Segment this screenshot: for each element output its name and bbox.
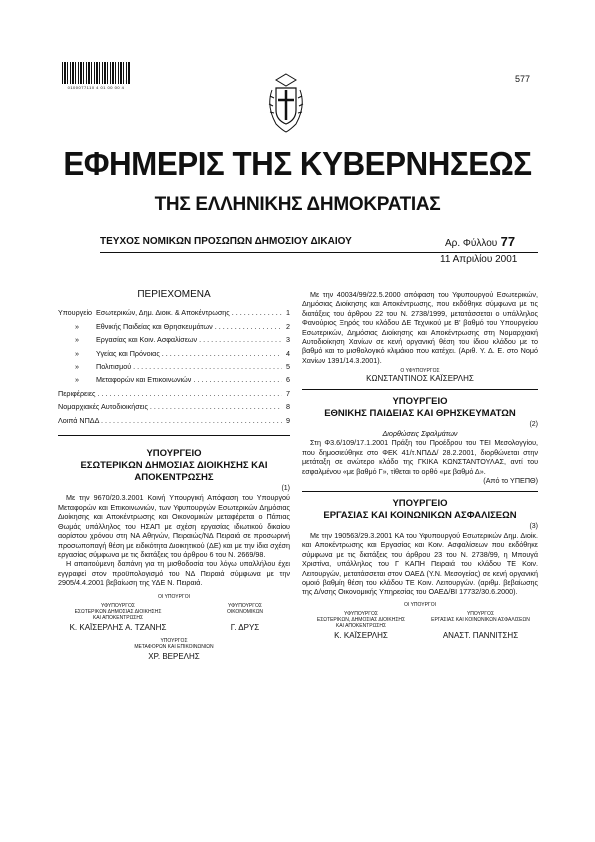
barcode	[62, 62, 130, 84]
toc-row[interactable]: » Υγείας και Πρόνοιας . . . 4	[58, 349, 290, 358]
decision-paragraph: Με την 190563/29.3.2001 ΚΑ του Υφυπουργού Εσωτερικών Δημ. Διοίκ. και Αποκέντρωσης και Εργασίας και Κοιν. Ασφαλίσεων που εκδόθηκε σύμφωνα με τις διατάξεις του άρθρου 23 του Ν. 2738/99, η Μπουγά Χριστίνα, υπάλληλος του Γ ΚΑΠΗ Πειραιά του κλάδου ΤΕ Κοιν. Λειτουργών, μετατάσσεται στον ΟΑΕΔ (Υ.Ν. Μεσογείας) σε κενή οργανική ομοιό βαθμίη θέση του κλάδου ΤΕ Κοιν. Λειτουργών. (αριθμ. βεβαίωσης της Δ/νσης Οικονομικής Υπηρεσίας του ΟΑΕΔ/ΒΙ 17732/30.6.2000).	[302, 530, 538, 597]
decision-number: (3)	[529, 522, 538, 530]
signatory-name: ΧΡ. ΒΕΡΕΛΗΣ	[148, 651, 200, 661]
signature-block: ΥΠΟΥΡΓΟΣ ΕΡΓΑΣΙΑΣ ΚΑΙ ΚΟΙΝΩΝΙΚΩΝ ΑΣΦΑΛΙΣΕΩΝ ΑΝΑΣΤ. ΠΑΝΝΙΤΣΗΣ	[423, 611, 538, 640]
left-column	[58, 290, 290, 661]
toc-row[interactable]: » Μεταφορών και Επικοινωνιών . . . 6	[58, 375, 290, 384]
section-divider	[302, 491, 538, 492]
sheet-label: Αρ. Φύλλου	[445, 238, 498, 249]
signature-row	[58, 603, 290, 632]
source-note: (Από το ΥΠΕΠΘ)	[483, 476, 538, 486]
decision-paragraph: Με την 9670/20.3.2001 Κοινή Υπουργική Απόφαση του Υπουργού Μεταφορών και Επικοινωνιών, των Υφυπουργών Εσωτερικών Δημόσιας Διοίκησης και Αποκέντρωσης και Οικονομικών μεταφέρεται ο Πάπιας Θωμάς υπάλληλος του ΗΣΑΠ με σχέση εργασίας ιδιωτικού δικαίου αορίστου χρόνου στη ΝΑ Αθηνών, Πειραιώς/ΝΔ Πειραιά σε προσωρινή προσωποπαγή θέση με ειδικότητα Διοικητικού (ΔΕ) και με την ίδια σχέση εργασίας σύμφωνα με τις διατάξεις του άρθρου 6 του Ν. 2669/98.	[58, 493, 290, 559]
signatory-name: ΑΝΑΣΤ. ΠΑΝΝΙΤΣΗΣ	[442, 630, 519, 640]
section-heading-ministry-education: ΥΠΟΥΡΓΕΙΟ ΕΘΝΙΚΗΣ ΠΑΙΔΕΙΑΣ ΚΑΙ ΘΡΗΣΚΕΥΜΑΤΩΝ	[324, 395, 516, 419]
sheet-value: 77	[500, 234, 516, 249]
section-divider	[302, 389, 538, 390]
toc-row[interactable]: » Εθνικής Παιδείας και Θρησκευμάτων . . . 2	[58, 322, 290, 331]
signatory-name: Κ. ΚΑΪΣΕΡΛΗΣ	[334, 630, 388, 640]
signature-block: ΥΠΟΥΡΓΟΣ ΜΕΤΑΦΟΡΩΝ ΚΑΙ ΕΠΙΚΟΙΝΩΝΙΩΝ ΧΡ. ΒΕΡΕΛΗΣ	[58, 638, 290, 661]
decision-paragraph: Η απαιτούμενη δαπάνη για τη μισθοδοσία του λόγω υπαλλήλου έχει εγγραφεί στον προϋπολογισμό του ΝΔ Πειραιά σύμφωνα με την 2905/4.4.2001 βεβαίωση της ΥΔΕ Ν. Πειραιά.	[58, 559, 290, 588]
barcode-number: 0100077110 4 01 00 00 4	[67, 85, 125, 90]
gazette-title: ΕΦΗΜΕΡΙΣ ΤΗΣ ΚΥΒΕΡΝΗΣΕΩΣ	[63, 145, 532, 182]
toc-row[interactable]: » Εργασίας και Κοιν. Ασφαλίσεων . . . 3	[58, 335, 290, 344]
signatory-name: Γ. ΔΡΥΣ	[230, 622, 260, 632]
toc-row[interactable]: Νομαρχιακές Αυτοδιοικήσεις . . . 8	[58, 402, 290, 411]
decision-number: (2)	[529, 420, 538, 428]
section-divider	[58, 435, 290, 436]
signature-block: ΥΦΥΠΟΥΡΓΟΣ ΕΣΩΤΕΡΙΚΩΝ, ΔΗΜΟΣΙΑΣ ΔΙΟΙΚΗΣΗΣ ΚΑΙ ΑΠΟΚΕΝΤΡΩΣΗΣ Κ. ΚΑΪΣΕΡΛΗΣ	[302, 611, 420, 640]
issue-date: 11 Απριλίου 2001	[440, 254, 518, 265]
right-column	[302, 290, 538, 640]
signatory-title: Ο ΥΦΥΠΟΥΡΓΟΣ	[400, 368, 440, 375]
header-rule	[100, 252, 538, 253]
signature-block: ΥΦΥΠΟΥΡΓΟΣ ΟΙΚΟΝΟΜΙΚΩΝ Γ. ΔΡΥΣ	[200, 603, 290, 632]
toc-row[interactable]: Περιφέρειες . . . 7	[58, 389, 290, 398]
section-heading-ministry-labour: ΥΠΟΥΡΓΕΙΟ ΕΡΓΑΣΙΑΣ ΚΑΙ ΚΟΙΝΩΝΙΚΩΝ ΑΣΦΑΛΙΣΕΩΝ	[323, 497, 517, 521]
toc-row[interactable]: Υπουργείο Εσωτερικών, Δημ. Διοικ. & Αποκέντρωσης . . . 1	[58, 308, 290, 317]
signature-row	[302, 611, 538, 640]
issue-series: ΤΕΥΧΟΣ ΝΟΜΙΚΩΝ ΠΡΟΣΩΠΩΝ ΔΗΜΟΣΙΟΥ ΔΙΚΑΙΟΥ	[100, 236, 352, 247]
signatories-heading: ΟΙ ΥΠΟΥΡΓΟΙ	[404, 601, 436, 608]
gazette-subtitle: ΤΗΣ ΕΛΛΗΝΙΚΗΣ ΔΗΜΟΚΡΑΤΙΑΣ	[154, 194, 441, 215]
signature-block: ΥΦΥΠΟΥΡΓΟΣ ΕΣΩΤΕΡΙΚΩΝ ΔΗΜΟΣΙΑΣ ΔΙΟΙΚΗΣΗΣ ΚΑΙ ΑΠΟΚΕΝΤΡΩΣΗΣ Κ. ΚΑΪΣΕΡΛΗΣ Α. ΤΖΑΝΗΣ	[58, 603, 178, 632]
sheet-number	[445, 234, 515, 249]
signatory-name: Κ. ΚΑΪΣΕΡΛΗΣ Α. ΤΖΑΝΗΣ	[69, 622, 167, 632]
signatories-heading: ΟΙ ΥΠΟΥΡΓΟΙ	[158, 593, 190, 600]
page-number: 577	[515, 74, 531, 84]
section-heading-ministry-interior: ΥΠΟΥΡΓΕΙΟ ΕΣΩΤΕΡΙΚΩΝ ΔΗΜΟΣΙΑΣ ΔΙΟΙΚΗΣΗΣ ΚΑΙ ΑΠΟΚΕΝΤΡΩΣΗΣ	[80, 448, 268, 484]
toc-heading: ΠΕΡΙΕΧΟΜΕΝΑ	[137, 289, 211, 300]
correction-heading: Διορθώσεις Σφαλμάτων	[382, 429, 458, 439]
decision-paragraph: Στη Φ3.6/109/17.1.2001 Πράξη του Προέδρου του ΤΕΙ Μεσολογγίου, που δημοσιεύθηκε στο ΦΕΚ 41/τ.ΝΠΔΔ/ 28.2.2001, διορθώνεται στην μετάταξη σε ανώτερο κλάδο της ΓΚΙΚΑ ΚΩΝΣΤΑΝΤΟΥΛΑΣ, αντί του εσφαλμένου «με βαθμό Γ», τίθεται το ορθό «με βαθμό Δ».	[302, 438, 538, 476]
coat-of-arms-emblem	[262, 70, 310, 136]
toc-row[interactable]: Λοιπά ΝΠΔΔ . . . 9	[58, 416, 290, 425]
decision-number: (1)	[281, 485, 290, 493]
table-of-contents	[58, 308, 290, 425]
signatory-name: ΚΩΝΣΤΑΝΤΙΝΟΣ ΚΑΪΣΕΡΛΗΣ	[366, 374, 474, 384]
toc-row[interactable]: » Πολιτισμού . . . 5	[58, 362, 290, 371]
decision-paragraph: Με την 40034/99/22.5.2000 απόφαση του Υφυπουργού Εσωτερικών, Δημόσιας Διοίκησης και Αποκέντρωσης, που εκδόθηκε σύμφωνα με τις διατάξεις του άρθρου 22 του Ν. 2738/1999, μετατάσσεται ο υπάλληλος Φανούριος Ξηρός του κλάδου ΔΕ Τεχνικού με Β' βαθμό του Υπουργείου Εσωτερικών, Δημόσιας Διοίκησης και Αποκέντρωσης στη Νομαρχιακή Αυτοδιοίκηση Χανίων σε κενή οργανική θέση του ίδιου κλάδου με το βαθμό και το μισθολογικό κλιμάκιο που κατέχει. (Αριθ. Υ. Δ. Ε. στο Νομό Χανίων 1391/14.3.2001).	[302, 290, 538, 365]
